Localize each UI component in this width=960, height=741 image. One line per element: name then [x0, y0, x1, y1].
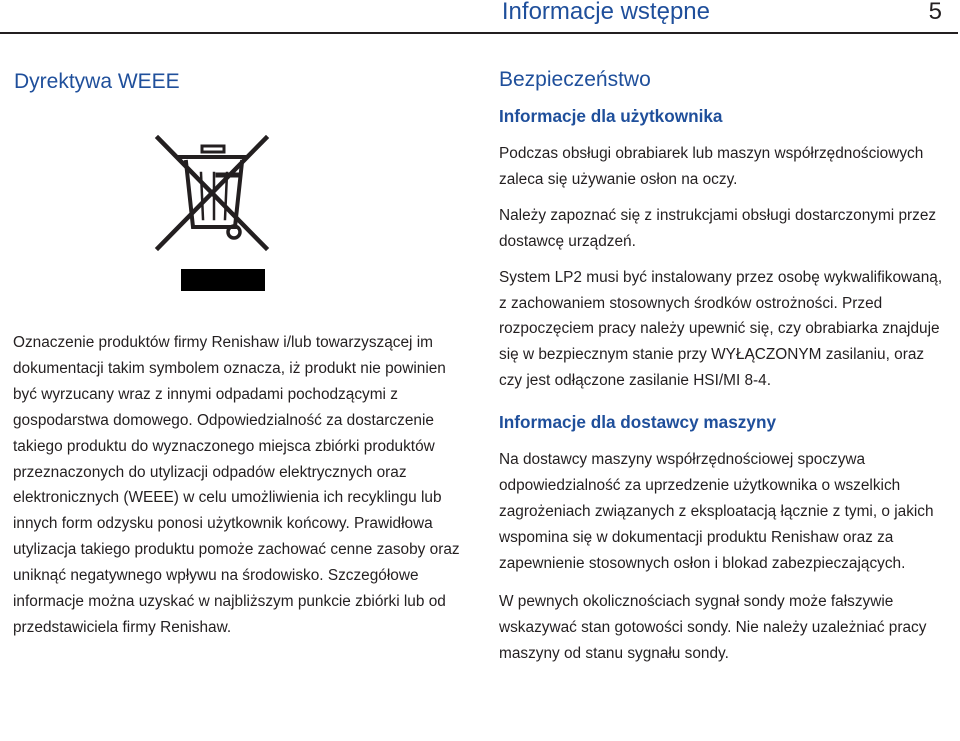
weee-paragraph: Oznaczenie produktów firmy Renishaw i/lub towarzyszącej im dokumentacji takim symbolem oznacza, iż produkt nie powinien być wyrzucany wraz z innymi odpadami pochodzącymi z gospodarstwa domowego. Odpowiedzialność za dostarczenie takiego produktu do wyznaczonego miejsca zbiórki produktów przeznaczonych do utylizacji odpadów elektrycznych oraz elektronicznych (WEEE) w celu umożliwienia ich recyklingu lub innych form odzysku ponosi użytkownik końcowy. Prawidłowa utylizacja takiego produktu pomoże zachować cenne zasoby oraz uniknąć negatywnego wpływu na środowisko. Szczegółowe informacje można uzyskać w najbliższym punkcie zbiórki lub od przedstawiciela firmy Renishaw. — [13, 334, 460, 636]
user-info-paragraph: System LP2 musi być instalowany przez osobę wykwalifikowaną, z zachowaniem stosownych środków ostrożności. Przed rozpoczęciem pracy należy upewnić się, czy obrabiarka znajduje się w bezpiecznym stanie przy WYŁĄCZONYM zasilaniu, oraz czy jest odłączone zasilanie HSI/MI 8-4. — [499, 268, 943, 390]
supplier-info-paragraph: Na dostawcy maszyny współrzędnościowej spoczywa odpowiedzialność za uprzedzenie użytkownika o wszelkich zagrożeniach związanych z eksploatacją łącznie z tymi, o jakich wspomina się w dokumentacji produktu Renishaw oraz za zapewnienie stosownych osłon i blokad zabezpieczających. — [499, 451, 934, 572]
user-info-title: Informacje dla użytkownika — [499, 106, 723, 126]
user-info-paragraph: Należy zapoznać się z instrukcjami obsługi dostarczonymi przez dostawcę urządzeń. — [499, 206, 937, 250]
safety-column — [499, 68, 951, 676]
supplier-info-title: Informacje dla dostawcy maszyny — [499, 412, 777, 433]
page-header — [0, 0, 958, 34]
page-number: 5 — [928, 0, 942, 25]
chapter-title: Informacje wstępne — [501, 0, 710, 25]
user-info-paragraph: Podczas obsługi obrabiarek lub maszyn współrzędnościowych zaleca się używanie osłon na oczy. — [499, 145, 924, 188]
safety-section-title: Bezpieczeństwo — [499, 68, 651, 91]
supplier-info-paragraph: W pewnych okolicznościach sygnał sondy może fałszywie wskazywać stan gotowości sondy. Nie należy uzależniać pracy maszyny od stanu sygnału sondy. — [499, 592, 927, 662]
weee-section-title: Dyrektywa WEEE — [14, 70, 180, 93]
crossed-out-wheelie-bin-icon — [150, 135, 274, 293]
